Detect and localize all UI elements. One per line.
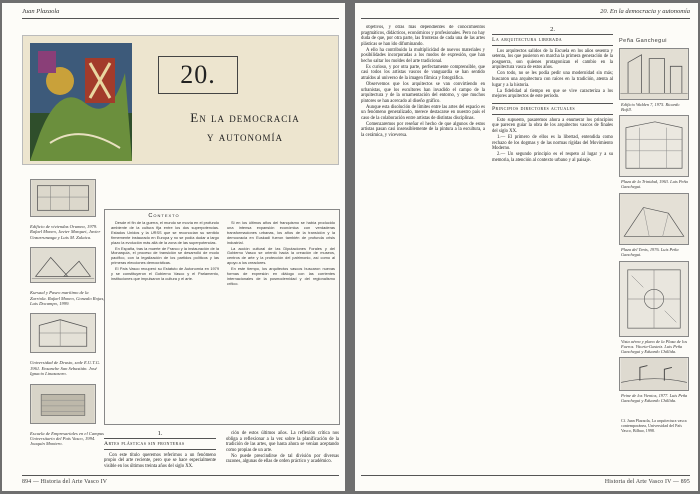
chapter-number: 20. (158, 56, 238, 94)
context-paragraph: Si en los últimos años del franquismo se había producido una intensa expansión económica con verdaderas transformaciones urbanas, los años de la transición y la democracia en Euskadi fueron también de profunda crisis industrial. (227, 220, 335, 245)
caption-image-deusto (30, 313, 96, 353)
body-paragraph: La fidelidad al tiempo en que se vive caracteriza a los mejores arquitectos de este periodo. (492, 88, 613, 100)
body-paragraph: Es curioso, y por otra parte, perfectamente comprensible, que casi todos los artistas vascos de vanguardia se han sentido atraídos al universo de la imagen fílmica y fotográfica. (361, 64, 485, 81)
figure-peine-vientos (619, 357, 689, 391)
section-title-rule (492, 45, 613, 46)
figure-caption: Peine de los Vientos, 1977. Luis Peña Ganchegui y Eduardo Chillida. (621, 393, 688, 404)
figure-trinidad (619, 115, 689, 177)
section-rule (104, 438, 216, 439)
running-head-left: Juan Plazaola (22, 8, 60, 15)
section-rule (492, 34, 613, 35)
section-title: Artes plásticas sin fronteras (104, 440, 185, 447)
context-paragraph: El País Vasco recuperó su Estatuto de Autonomía en 1979 y se constituyeron el Gobierno Vasco y el Parlamento, instituciones que impulsaron la cultura y el arte. (111, 266, 219, 281)
section-title: La arquitectura liberada (492, 36, 563, 43)
body-paragraph: ción de estos últimos años. La reflexión crítica nos obliga a reflexionar a la vez sobre la planificación de la tradición de las artes, que hasta ahora se venían aceptando como propias de un arte. (226, 431, 339, 453)
context-box (104, 209, 340, 425)
caption-image-kursaal (30, 247, 96, 283)
figure-plaza-fueros (619, 261, 689, 337)
context-paragraph: En este tiempo, los arquitectos vascos buscaron nuevas formas de expresión en diálogo con las corrientes internacionales de la posmodernidad y del regionalismo crítico. (227, 266, 335, 286)
context-paragraph: En España, tras la muerte de Franco y la instauración de la Monarquía, el proceso de transición se desarrolló de modo pacífico, con la legalización de los partidos políticos y las primeras elecciones democráticas. (111, 245, 219, 266)
caption-kursaal: Kursaal y Paseo marítimo de la Zurriola. Rafael Moneo, Gonzalo Rojas, Luis Docampo, 1999. (30, 290, 105, 307)
body-paragraph: objetivos, y otras más dependientes de conocimientos pragmáticos, didácticos, económicos y profesionales. Pero no hay duda de que, por otra parte, las fronteras de cada una de las artes plásticas se han ido difuminando. (361, 25, 485, 47)
running-head-right: 20. En la democracia y autonomía (600, 8, 690, 15)
caption-column (30, 179, 105, 454)
section-number: 1. (157, 430, 163, 437)
header-rule (22, 18, 339, 19)
figure-caption: Plaza del Tenis, 1976. Luis Peña Ganchegui. (621, 247, 679, 258)
context-column-2 (227, 221, 335, 288)
left-body-column-3 (226, 431, 339, 465)
left-body-column-2 (104, 429, 216, 470)
chapter-banner (22, 35, 339, 165)
caption-empresariales: Escuela de Empresariales en el Campus Universitario del País Vasco, 1994. Joaquín Montero. (30, 430, 104, 447)
body-paragraph: No puede prescindirse de tal división por diversas razones, algunas de ellas de orden práctico y académico. (226, 453, 339, 465)
body-paragraph: Comenzaremos por reseñar el hecho de que algunos de estos artistas pasan casi insensiblemente de la pintura a la escultura, a la cerámica, y viceversa. (361, 121, 485, 138)
figure-caption: Plaza de la Trinidad, 1963. Luis Peña Ganchegui. (621, 179, 688, 190)
folio-left: 894 — Historia del Arte Vasco IV (22, 479, 108, 485)
body-paragraph: Aunque esta disolución de límites entre las artes del espacio es un fenómeno generalizado, merece destacarse en nuestro país el caso de la colaboración entre artistas de distintas disciplinas. (361, 104, 485, 121)
section-number: 2. (550, 26, 555, 33)
right-body-column-1 (361, 25, 485, 470)
figure-caption: Vista aérea y plano de la Plaza de los Fueros. Vitoria-Gasteiz. Luis Peña Ganchegui y Eduardo Chillida. (621, 339, 688, 355)
right-body-column-2 (492, 25, 613, 470)
right-page (355, 3, 698, 491)
chapter-banner-image (30, 43, 132, 161)
footer-rule (361, 475, 690, 476)
section-title-rule (104, 449, 216, 450)
figure-section-title: Peña Ganchegui (619, 38, 667, 44)
figure-caption: Edificio Walden 7, 1975. Ricardo Bofill. (621, 102, 680, 113)
chapter-title (155, 108, 335, 146)
context-paragraph: Desde el fin de la guerra, el mundo se movía en el profundo ambiente de la cultura fija entre los dos superpotencias. Estados Unidos y la URSS que se reconocían su sentido firmemente instaurado en Europa y no se podía dudar a largo plazo la evolución más allá de la zona de las superpotencias. (111, 220, 219, 245)
body-paragraph: Con este título queremos referirnos a un fenómeno propio del arte reciente, pero que se hace especialmente visible en los últimos treinta años del siglo XX. (104, 452, 216, 469)
context-column-1 (111, 221, 219, 283)
subsection-title-rule (492, 114, 613, 115)
header-rule (361, 18, 690, 19)
left-page (2, 3, 345, 491)
body-paragraph: 2.— Un segundo principio es el respeto al lugar y a su memoria, la atención al contexto urbano y al paisaje. (492, 152, 613, 163)
body-paragraph: Esto supuesto, pasaremos ahora a enumerar los principios que parecen guiar la obra de los arquitectos vascos de finales del siglo XX. (492, 117, 613, 134)
body-paragraph: Observemos que los arquitectos se van convirtiendo en urbanistas, que los escultores han invadido el campo de la arquitectura y de la ornamentación del entorno, y que muchos pintores se han acercado al diseño gráfico. (361, 81, 485, 104)
footer-rule (22, 475, 339, 476)
figure-tenis (619, 193, 689, 245)
subsection-title: Principios directores actuales (492, 105, 575, 112)
subsection-rule (492, 103, 613, 104)
footnote: Cf. Juan Plazaola, La arquitectura vasca contemporánea, Universidad del País Vasco, Bilbao, 1998. (621, 418, 687, 433)
chapter-title-line1: En la democracia (190, 110, 300, 125)
context-title: Contexto (148, 213, 180, 219)
caption-deusto: Universidad de Deusto, sede E.U.T.G. 1961. Ensanche San Sebastián. José Ignacio Linazasoro. (30, 360, 101, 377)
figure-walden (619, 48, 689, 100)
chapter-title-line2: y autonomía (206, 129, 284, 144)
body-paragraph: A ello ha contribuido la multiplicidad de nuevos materiales y posibilidades incorporadas a los modos de expresión, que han hecho saltar los moldes del arte tradicional. (361, 47, 485, 64)
context-paragraph: La acción cultural de las Diputaciones Forales y del Gobierno Vasco se orientó hacia la creación de museos, centros de arte y la protección del patrimonio, así como al apoyo a los creadores. (227, 245, 335, 266)
folio-right: Historia del Arte Vasco IV — 895 (604, 479, 690, 485)
caption-image-orumea (30, 179, 96, 217)
caption-orumea: Edificio de viviendas Orumea, 1979. Rafael Moneo, Javier Marquet, Javier Unzurrunzaga y Luis M. Zulaica. (30, 224, 101, 240)
caption-image-empresariales (30, 384, 96, 424)
body-paragraph: 1.— El primero de ellos es la libertad, entendida como rechazo de los dogmas y de las normas rígidas del Movimiento Moderno. (492, 135, 613, 152)
body-paragraph: Con todo, no se les podía pedir una modernidad sin más; buscaron una arquitectura con raíces en la tradición, atenta al lugar y a la historia. (492, 71, 613, 88)
body-paragraph: Los arquitectos salidos de la Escuela en los años sesenta y setenta, los que pusieron en marcha la primera generación de la posguerra, son quienes protagonizan el cambio en la arquitectura vasca de estos años. (492, 48, 613, 71)
